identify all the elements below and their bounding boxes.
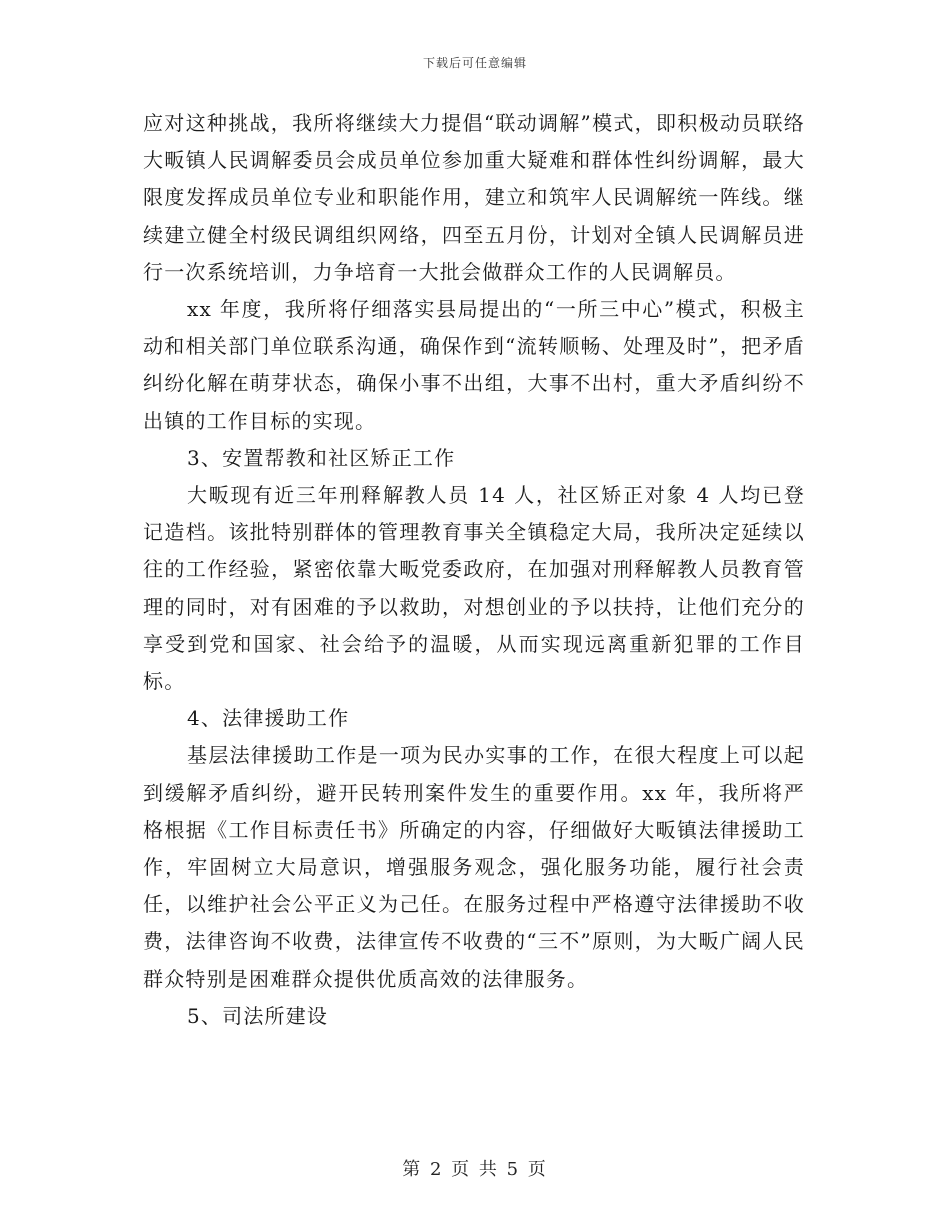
section-heading-legal-aid: 4、法律援助工作 bbox=[187, 706, 350, 731]
paragraph-legal-aid: 基层法律援助工作是一项为民办实事的工作，在很大程度上可以起到缓解矛盾纠纷，避开民转刑案件发生的重要作用。xx 年，我所将严格根据《工作目标责任书》所确定的内容，仔细做好大畈镇法律援助工作，牢固树立大局意识，增强服务观念，强化服务功能，履行社会责任，以维护社会公平正义为己任。在服务过程中严格遵守法律援助不收费，法律咨询不收费，法律宣传不收费的“三不”原则，为大畈广阔人民群众特别是困难群众提供优质高效的法律服务。 bbox=[143, 743, 805, 991]
document-body bbox=[143, 105, 805, 1035]
section-heading-resettlement: 3、安置帮教和社区矫正工作 bbox=[187, 445, 456, 470]
paragraph-annual-plan: xx 年度，我所将仔细落实县局提出的“一所三中心”模式，积极主动和相关部门单位联系沟通，确保作到“流转顺畅、处理及时”，把矛盾纠纷化解在萌芽状态，确保小事不出组，大事不出村，重大矛盾纠纷不出镇的工作目标的实现。 bbox=[143, 297, 805, 433]
section-heading-judicial-office: 5、司法所建设 bbox=[187, 1003, 329, 1028]
page-number: 第 2 页 共 5 页 bbox=[402, 1159, 548, 1180]
page-header-note: 下载后可任意编辑 bbox=[422, 56, 527, 70]
paragraph-mediation-challenge: 应对这种挑战，我所将继续大力提倡“联动调解”模式，即积极动员联络大畈镇人民调解委员会成员单位参加重大疑难和群体性纠纷调解，最大限度发挥成员单位专业和职能作用，建立和筑牢人民调解统一阵线。继续建立健全村级民调组织网络，四至五月份，计划对全镇人民调解员进行一次系统培训，力争培育一大批会做群众工作的人民调解员。 bbox=[143, 111, 805, 284]
paragraph-resettlement: 大畈现有近三年刑释解教人员 14 人，社区矫正对象 4 人均已登记造档。该批特别群体的管理教育事关全镇稳定大局，我所决定延续以往的工作经验，紧密依靠大畈党委政府，在加强对刑释解教人员教育管理的同时，对有困难的予以救助，对想创业的予以扶持，让他们充分的享受到党和国家、社会给予的温暖，从而实现远离重新犯罪的工作目标。 bbox=[143, 483, 805, 694]
